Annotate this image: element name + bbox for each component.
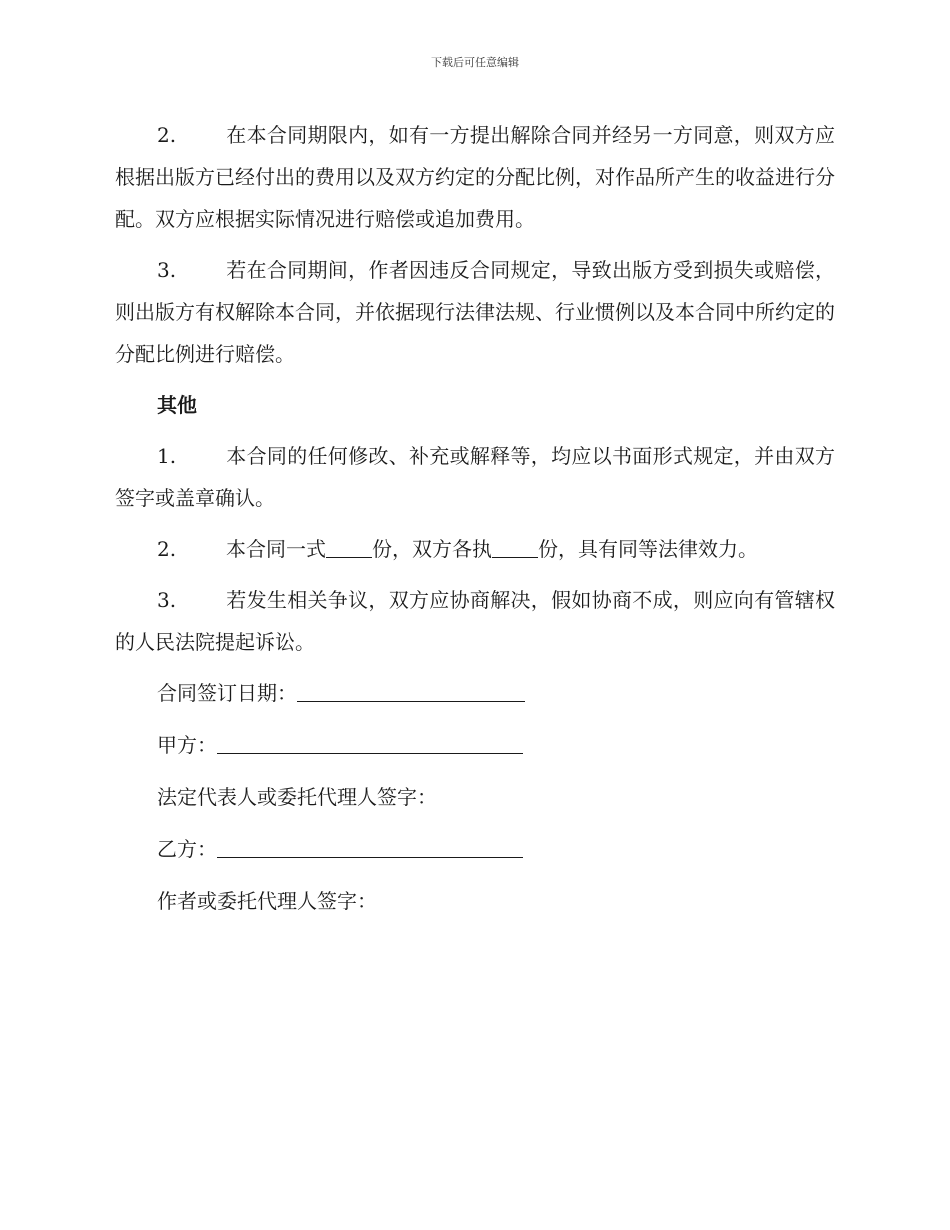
signing-date-label: 合同签订日期： — [157, 681, 297, 705]
clause-text: 若发生相关争议，双方应协商解决，假如协商不成，则应向有管辖权的人民法院提起诉讼。 — [115, 588, 835, 654]
party-b-row — [157, 828, 835, 870]
clause-text: 本合同的任何修改、补充或解释等，均应以书面形式规定，并由双方签字或盖章确认。 — [115, 444, 835, 510]
signing-date-row — [157, 672, 835, 714]
section-title-other: 其他 — [157, 393, 197, 417]
party-a-rep-row — [157, 776, 835, 818]
clause-text-part: 份，双方各执 — [372, 537, 492, 561]
clause-number: 3. — [157, 588, 177, 612]
document-body — [115, 114, 835, 932]
clause-text: 若在合同期间，作者因违反合同规定，导致出版方受到损失或赔偿，则出版方有权解除本合同，并依据现行法律法规、行业惯例以及本合同中所约定的分配比例进行赔偿。 — [115, 258, 835, 366]
party-a-rep-label: 法定代表人或委托代理人签字： — [157, 785, 437, 809]
clause-text-part: 份，具有同等法律效力。 — [538, 537, 758, 561]
clause-b-1 — [115, 435, 835, 519]
party-a-row — [157, 724, 835, 766]
clause-text: 在本合同期限内，如有一方提出解除合同并经另一方同意，则双方应根据出版方已经付出的费用以及双方约定的分配比例，对作品所产生的收益进行分配。双方应根据实际情况进行赔偿或追加费用。 — [115, 123, 835, 231]
clause-number: 2. — [157, 123, 177, 147]
copies-total-blank[interactable] — [326, 533, 372, 558]
signing-date-blank[interactable] — [297, 677, 525, 702]
clause-b-3 — [115, 579, 835, 663]
party-a-blank[interactable] — [217, 729, 523, 754]
clause-number: 2. — [157, 537, 177, 561]
clause-number: 3. — [157, 258, 177, 282]
party-a-label: 甲方： — [157, 733, 217, 757]
clause-a-2 — [115, 114, 835, 240]
page-header: 下载后可任意编辑 — [431, 56, 519, 69]
party-b-label: 乙方： — [157, 837, 217, 861]
party-b-rep-row — [157, 880, 835, 922]
party-b-rep-label: 作者或委托代理人签字： — [157, 889, 377, 913]
clause-a-3 — [115, 249, 835, 375]
clause-number: 1. — [157, 444, 177, 468]
copies-each-blank[interactable] — [492, 533, 538, 558]
clause-b-2 — [115, 528, 835, 570]
party-b-blank[interactable] — [217, 833, 523, 858]
clause-text-part: 本合同一式 — [226, 537, 326, 561]
